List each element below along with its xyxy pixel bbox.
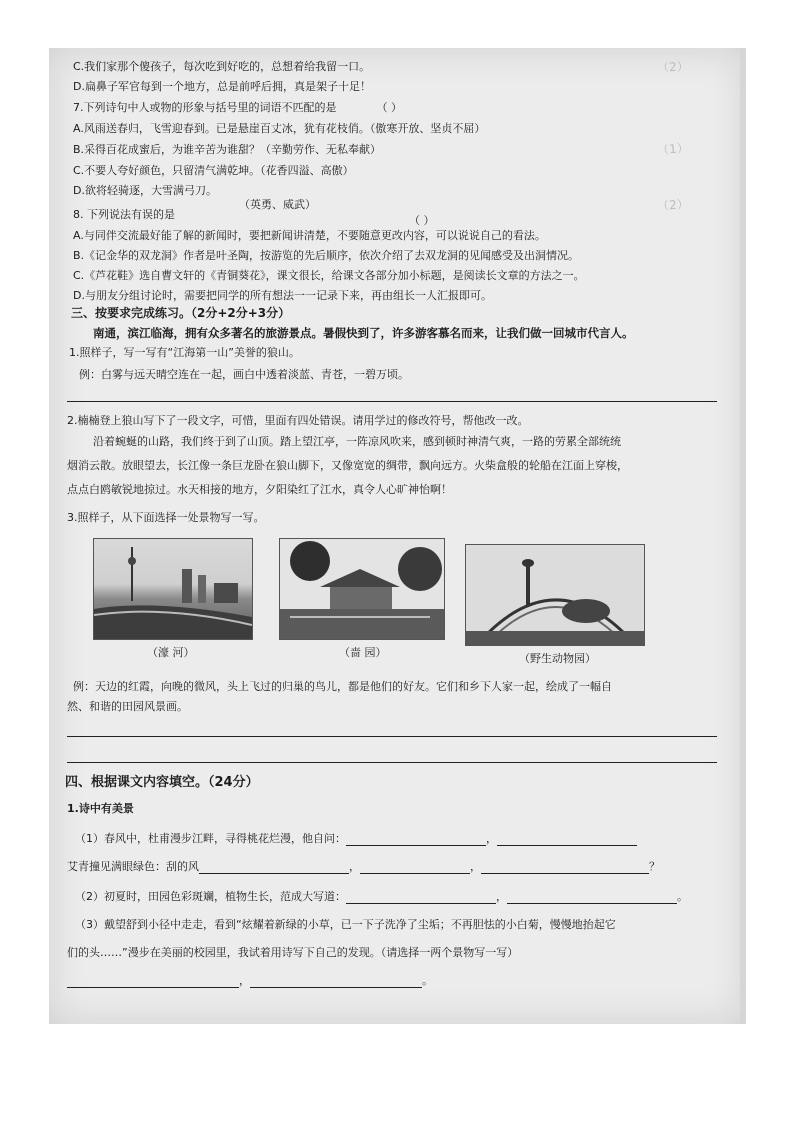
q7-option-a: A.风雨送春归，飞雪迎春到。已是悬崖百丈冰，犹有花枝俏。（傲寒开放、坚贞不屈） — [73, 122, 486, 135]
fill-line-1: （1）春风中，杜甫漫步江畔，寻得桃花烂漫，他自问： ， — [75, 832, 637, 846]
margin-note: （2） — [656, 196, 690, 214]
part3-q1-example: 例：白雾与远天晴空连在一起，画白中透着淡蓝、青苍，一碧万顷。 — [79, 368, 409, 381]
fill-line-4: （3）戴望舒到小径中走走，看到“炫耀着新绿的小草，已一下子洗净了尘垢；不再胆怯的小白菊，慢慢地抬起它 — [75, 918, 616, 931]
q7-option-c: C.不要人夸好颜色，只留清气满乾坤。（花香四溢、高傲） — [73, 164, 354, 177]
q2-paragraph-3: 点点白鸥敏锐地掠过。水天相接的地方，夕阳染红了江水，真令人心旷神怡啊！ — [67, 483, 452, 496]
part3-q2: 2.楠楠登上狼山写下了一段文字，可惜，里面有四处错误。请用学过的修改符号，帮他改一改。 — [67, 414, 529, 427]
answer-line[interactable] — [67, 762, 717, 763]
q7-stem: 7.下列诗句中人或物的形象与括号里的词语不匹配的是 （ ） — [73, 101, 402, 114]
q7-option-d-tag: （英勇、威武） — [239, 198, 316, 211]
seyuan-photo — [279, 538, 445, 640]
blank[interactable] — [346, 833, 486, 846]
q3-example-1: 例：天边的红霞，向晚的微风，头上飞过的归巢的鸟儿，都是他们的好友。它们和乡下人家一起，绘成了一幅自 — [73, 680, 612, 693]
q3-example-2: 然、和谐的田园风景画。 — [67, 700, 188, 713]
blank[interactable] — [250, 975, 422, 988]
answer-line[interactable] — [67, 401, 717, 402]
blank[interactable] — [507, 891, 677, 904]
q2-paragraph-1: 沿着蜿蜒的山路，我们终于到了山顶。踏上望江亭，一阵凉风吹来，感到顿时神清气爽，一路的劳累全部统统 — [93, 435, 621, 448]
blank[interactable] — [199, 861, 349, 874]
zoo-photo — [465, 544, 645, 646]
q8-stem: 8. 下列说法有误的是 — [73, 208, 175, 221]
fill-line-6: ， 。 — [67, 974, 433, 988]
q8-option-d: D.与朋友分组讨论时，需要把同学的所有想法一一记录下来，再由组长一人汇报即可。 — [73, 289, 492, 302]
part4-title: 四、根据课文内容填空。（24分） — [65, 775, 259, 790]
blank[interactable] — [481, 861, 649, 874]
blank[interactable] — [346, 891, 496, 904]
caption-zoo: （野生动物园） — [519, 652, 596, 665]
blank[interactable] — [360, 861, 470, 874]
option-d: D.扁鼻子军官每到一个地方，总是前呼后拥，真是架子十足！ — [73, 80, 371, 93]
caption-haohe: （濠 河） — [147, 646, 195, 659]
fill-line-2: 艾青撞见满眼绿色：刮的风 ， ， ？ — [67, 860, 660, 873]
margin-note: （2） — [656, 58, 690, 76]
option-c: C.我们家那个傻孩子，每次吃到好吃的，总想着给我留一口。 — [73, 60, 371, 73]
exam-sheet — [49, 48, 746, 1024]
fill-line-3: （2）初夏时，田园色彩斑斓，植物生长，范成大写道： ， 。 — [75, 890, 688, 903]
part3-intro: 南通，滨江临海，拥有众多著名的旅游景点。暑假快到了，许多游客慕名而来，让我们做一回城市代言人。 — [93, 326, 634, 340]
haohe-photo — [93, 538, 253, 640]
part4-sub1: 1.诗中有美景 — [67, 802, 134, 815]
q8-paren: （ ） — [409, 214, 435, 227]
part3-q3: 3.照样子，从下面选择一处景物写一写。 — [67, 511, 265, 524]
caption-seyuan: （啬 园） — [339, 646, 387, 659]
blank[interactable] — [67, 975, 239, 988]
part3-q1: 1.照样子，写一写有“江海第一山”美誉的狼山。 — [69, 346, 300, 359]
q8-option-b: B.《记金华的双龙洞》作者是叶圣陶，按游览的先后顺序，依次介绍了去双龙洞的见闻感受及出洞情况。 — [73, 249, 580, 262]
q7-option-d: D.欲将轻骑逐，大雪满弓刀。 — [73, 184, 217, 197]
q2-paragraph-2: 烟消云散。放眼望去，长江像一条巨龙卧在狼山脚下，又像宽宽的绸带，飘向远方。火柴盒般的轮船在江面上穿梭， — [67, 459, 628, 472]
q8-option-c: C.《芦花鞋》选自曹文轩的《青铜葵花》，课文很长，给课文各部分加小标题，是阅读长文章的方法之一。 — [73, 269, 585, 282]
answer-line[interactable] — [67, 736, 717, 737]
part3-title: 三、按要求完成练习。（2分+2分+3分） — [71, 306, 291, 320]
blank[interactable] — [497, 833, 637, 846]
paper-edge — [740, 48, 746, 1024]
margin-note: （1） — [656, 140, 690, 158]
fill-line-5: 们的头……”漫步在美丽的校园里，我试着用诗写下自己的发现。（请选择一两个景物写一写） — [67, 946, 519, 959]
q8-option-a: A.与同伴交流最好能了解的新闻时，要把新闻讲清楚，不要随意更改内容，可以说说自己的看法。 — [73, 229, 546, 242]
q7-option-b: B.采得百花成蜜后，为谁辛苦为谁甜？（辛勤劳作、无私奉献） — [73, 143, 382, 156]
